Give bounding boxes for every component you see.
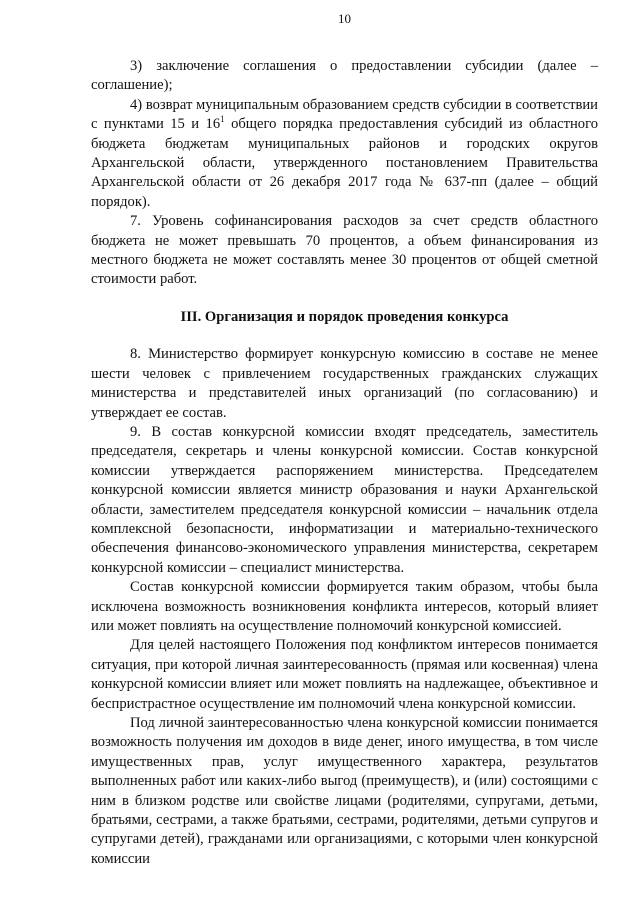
paragraph-item-4-text-end: общего порядка предоставления субсидий из областного бюджета бюджетам муниципальных районов и городских округов Архангельской области, утвержденного постановлением Правительства Архангельской области от 26 декабря 2017 года № 637-пп (далее – общий порядок).: [91, 116, 598, 210]
document-body: [91, 57, 598, 869]
paragraph-conflict-of-interest: Для целей настоящего Положения под конфликтом интересов понимается ситуация, при которой личная заинтересованность (прямая или косвенная) члена конкурсной комиссии влияет или может повлиять на надлежащее, объективное и беспристрастное осуществление им полномочий члена конкурсной комиссии.: [91, 637, 598, 712]
paragraph-personal-interest: Под личной заинтересованностью члена конкурсной комиссии понимается возможность получения им доходов в виде денег, иного имущества, в том числе имущественных прав, услуг имущественного характера, результатов выполненных работ или каких-либо выгод (преимуществ), и (или) состоящими с ним в близком родстве или свойстве лицами (родителями, супругами, детьми, братьями, сестрами, а также братьями, сестрами, родителями, детьми супругов и супругами детей), гражданами или организациями, с которыми член конкурсной комиссии: [91, 715, 598, 867]
footnote-superscript: 1: [220, 114, 225, 125]
paragraph-commission-composition: Состав конкурсной комиссии формируется таким образом, чтобы была исключена возможность возникновения конфликта интересов, который влияет или может повлиять на осуществление полномочий конкурсной комиссией.: [91, 579, 598, 634]
paragraph-item-3: 3) заключение соглашения о предоставлении субсидии (далее – соглашение);: [91, 58, 598, 94]
paragraph-item-4: [91, 96, 598, 212]
paragraph-point-8: 8. Министерство формирует конкурсную комиссию в составе не менее шести человек с привлечением государственных гражданских служащих министерства и представителей иных организаций (по согласованию) и утверждает ее состав.: [91, 346, 598, 421]
paragraph-item-4-text-start: 4) возврат муниципальным образованием средств субсидии в соответствии с пунктами 15 и 16: [91, 96, 598, 133]
paragraph-point-7: 7. Уровень софинансирования расходов за счет средств областного бюджета не может превышать 70 процентов, а объем финансирования из местного бюджета не может составлять менее 30 процентов от общей сметной стоимости работ.: [91, 213, 598, 288]
paragraph-point-9: 9. В состав конкурсной комиссии входят председатель, заместитель председателя, секретарь и члены конкурсной комиссии. Состав конкурсной комиссии утверждается распоряжением министерства. Председателем конкурсной комиссии является министр образования и науки Архангельской области, заместителем председателя конкурсной комиссии – начальник отдела комплексной безопасности, информатизации и материально-технического обеспечения финансово-экономического управления министерства, секретарем конкурсной комиссии – специалист министерства.: [91, 423, 598, 576]
section-heading: III. Организация и порядок проведения конкурса: [180, 308, 509, 325]
page-number: 10: [338, 11, 351, 26]
